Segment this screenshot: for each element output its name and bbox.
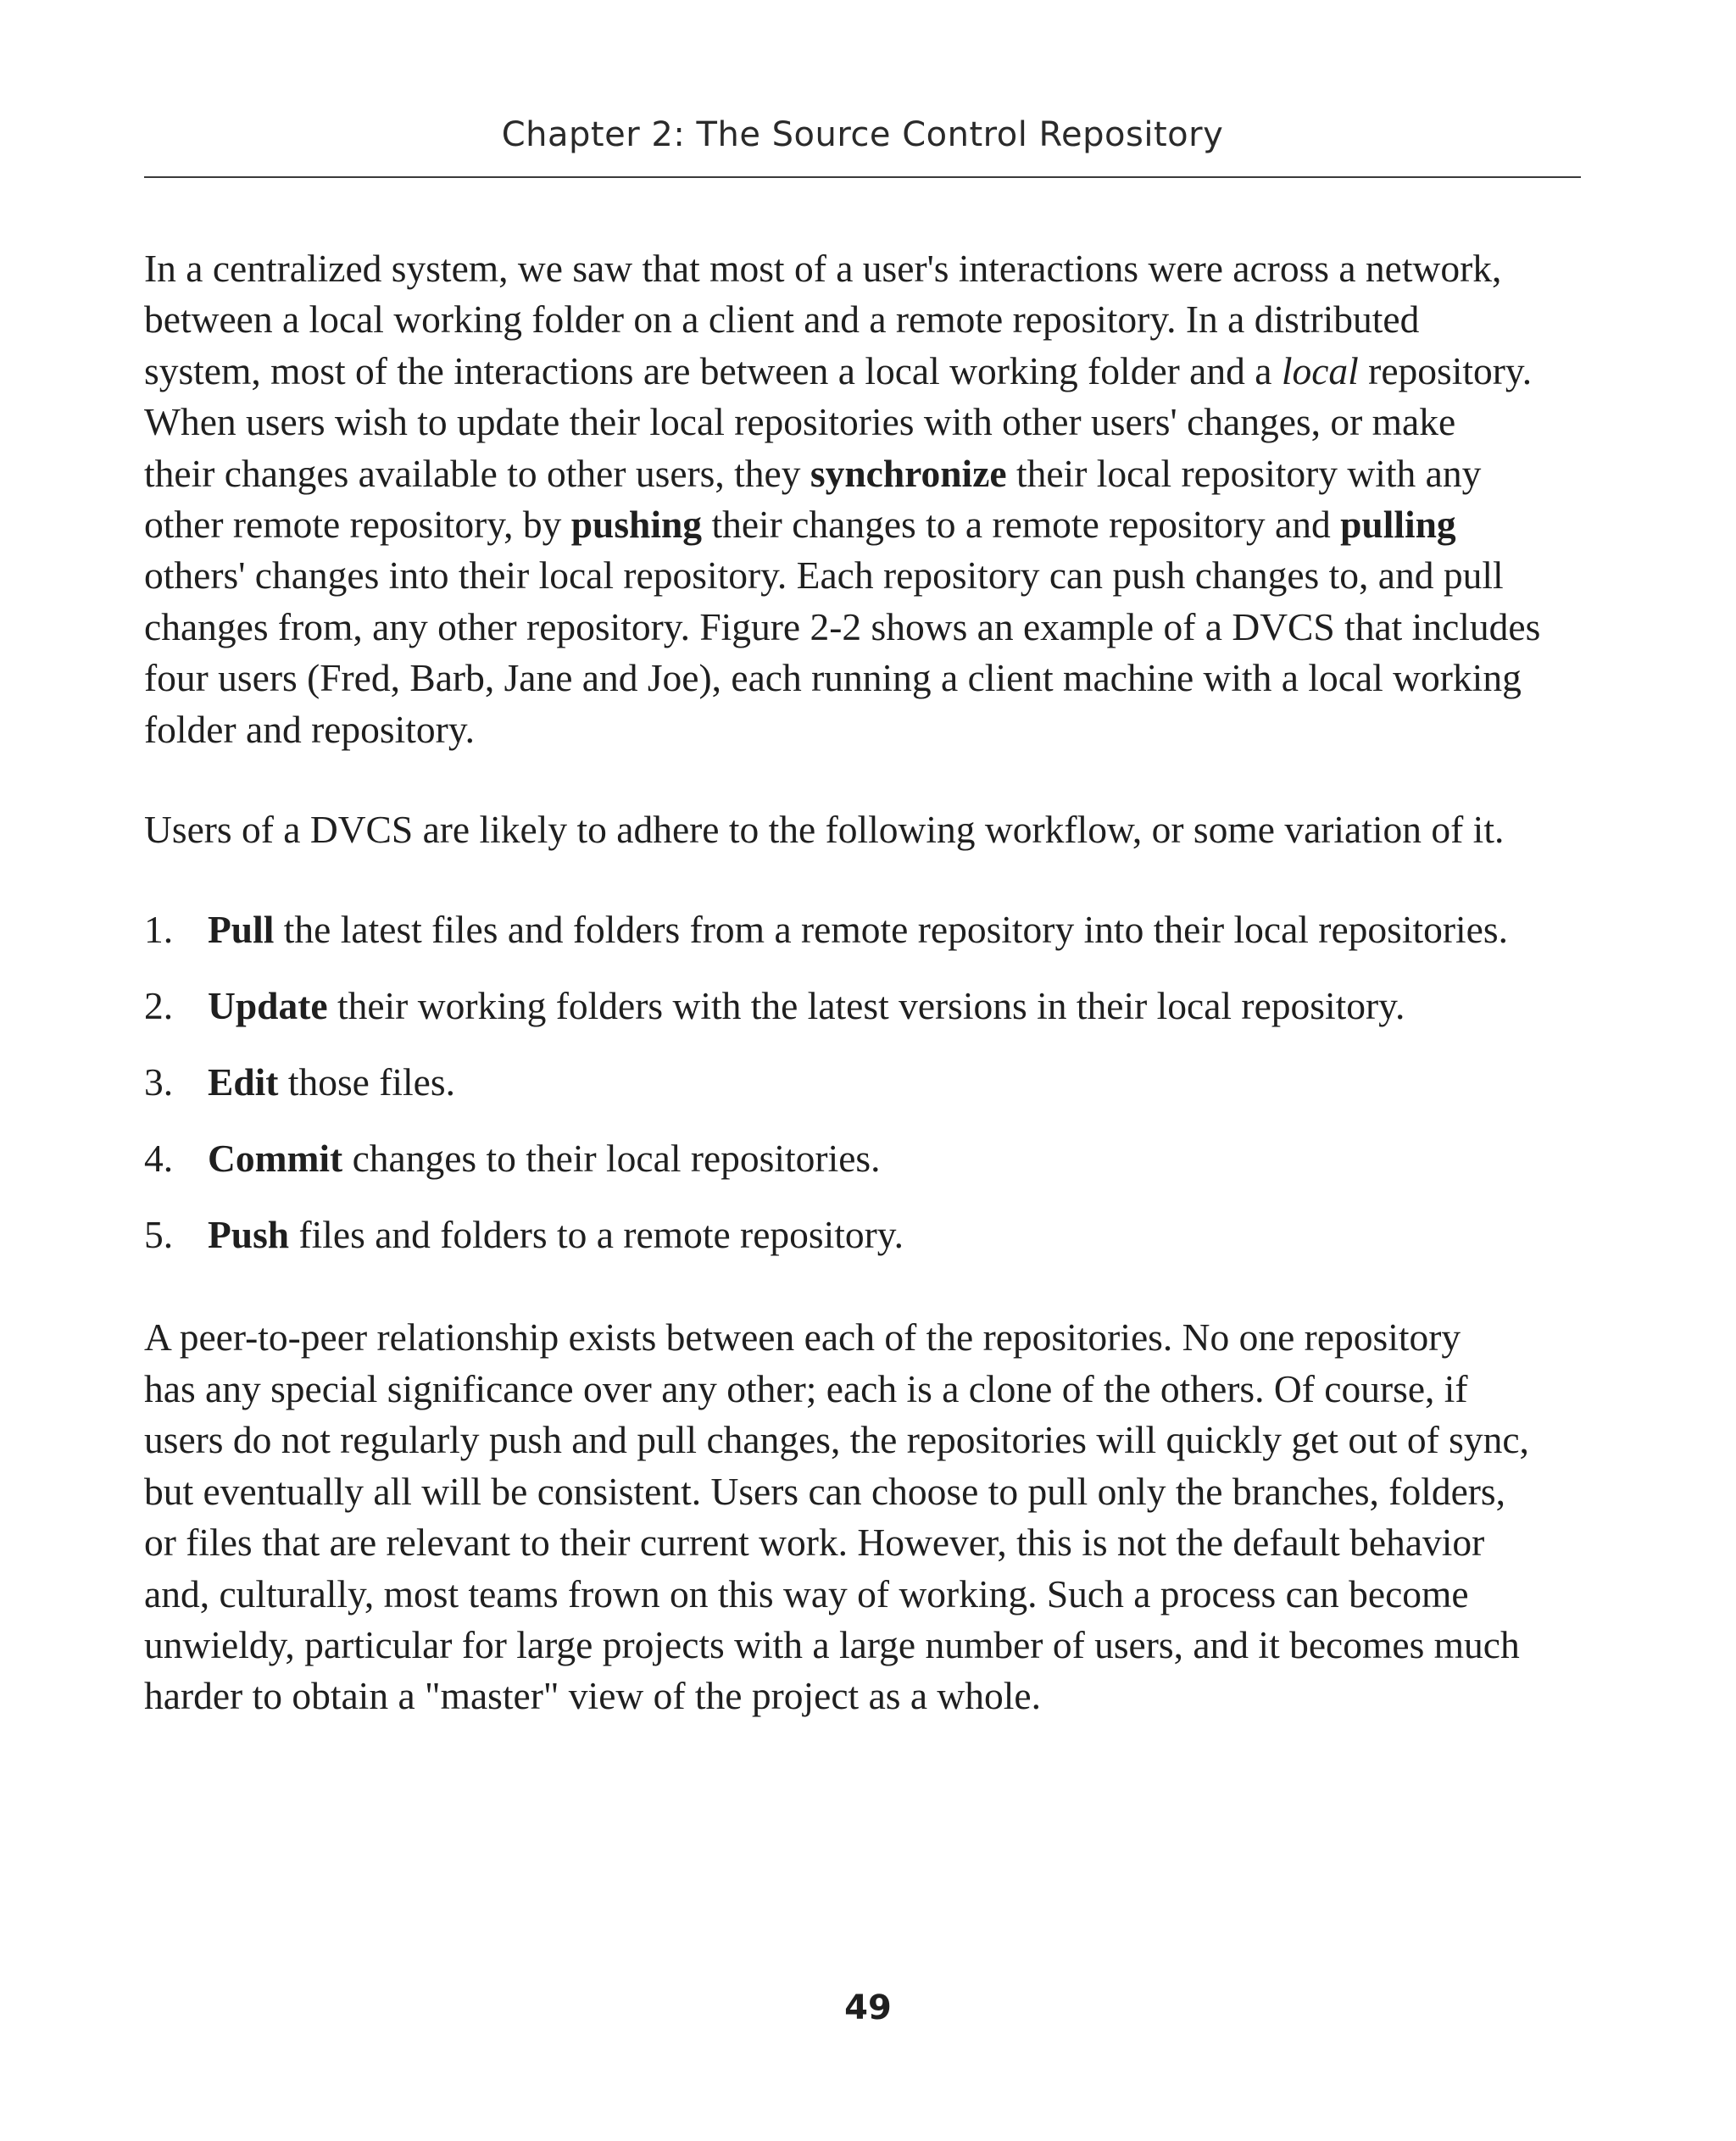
step-text: those files. xyxy=(278,1060,455,1104)
text-line: harder to obtain a "master" view of the project as a whole. xyxy=(144,1674,1041,1718)
text-line xyxy=(144,346,1585,397)
text-run: their local repository with any xyxy=(1006,451,1482,495)
term-synchronize: synchronize xyxy=(810,451,1007,495)
text-run: other remote repository, by xyxy=(144,503,571,547)
text-line: In a centralized system, we saw that most of a user's interactions were across a network, xyxy=(144,247,1502,290)
step-text: their working folders with the latest versions in their local repository. xyxy=(327,984,1405,1028)
list-item xyxy=(144,1133,1585,1210)
text-line: but eventually all will be consistent. Users can choose to pull only the branches, folders, xyxy=(144,1469,1506,1513)
text-run: their changes to a remote repository and xyxy=(702,503,1341,547)
list-item xyxy=(144,1057,1585,1133)
list-item xyxy=(144,904,1585,981)
list-number: 4. xyxy=(144,1137,174,1181)
text-line: unwieldy, particular for large projects with a large number of users, and it becomes much xyxy=(144,1622,1520,1666)
page-number: 49 xyxy=(844,1988,892,2027)
header-rule xyxy=(144,176,1581,178)
text-line xyxy=(144,448,1585,499)
list-item xyxy=(144,981,1585,1057)
step-term: Update xyxy=(208,984,328,1028)
step-term: Pull xyxy=(208,908,275,952)
text-run: system, most of the interactions are between a local working folder and a xyxy=(144,348,1282,392)
list-number: 5. xyxy=(144,1213,174,1257)
text-run: their changes available to other users, they xyxy=(144,451,810,495)
step-text: the latest files and folders from a remote repository into their local repositories. xyxy=(274,908,1508,952)
text-line: four users (Fred, Barb, Jane and Joe), each running a client machine with a local working xyxy=(144,656,1522,700)
term-pulling: pulling xyxy=(1340,503,1456,547)
text-line: has any special significance over any other; each is a clone of the others. Of course, if xyxy=(144,1366,1468,1410)
text-run: repository. xyxy=(1358,348,1533,392)
workflow-steps-list xyxy=(144,904,1585,1286)
running-header: Chapter 2: The Source Control Repository xyxy=(501,115,1224,154)
emphasis-local: local xyxy=(1281,348,1359,392)
paragraph-centralized-vs-distributed xyxy=(144,243,1585,755)
text-line: changes from, any other repository. Figure 2-2 shows an example of a DVCS that includes xyxy=(144,604,1541,648)
text-line: A peer-to-peer relationship exists between each of the repositories. No one repository xyxy=(144,1315,1461,1360)
text-line: others' changes into their local repository. Each repository can push changes to, and pull xyxy=(144,553,1504,598)
text-line: users do not regularly push and pull changes, the repositories will quickly get out of sync, xyxy=(144,1418,1529,1462)
step-term: Edit xyxy=(208,1060,279,1104)
text-line: between a local working folder on a client and a remote repository. In a distributed xyxy=(144,298,1420,342)
paragraph-workflow-intro: Users of a DVCS are likely to adhere to the following workflow, or some variation of it. xyxy=(144,808,1505,852)
body-text xyxy=(144,243,1585,1722)
paragraph-peer-to-peer xyxy=(144,1312,1585,1721)
step-text: changes to their local repositories. xyxy=(342,1137,881,1181)
text-line: or files that are relevant to their current work. However, this is not the default behavior xyxy=(144,1521,1485,1565)
text-line: folder and repository. xyxy=(144,707,475,751)
step-term: Push xyxy=(208,1213,290,1257)
step-text: files and folders to a remote repository. xyxy=(289,1213,904,1257)
text-line: When users wish to update their local repositories with other users' changes, or make xyxy=(144,400,1456,444)
list-number: 3. xyxy=(144,1060,174,1104)
step-term: Commit xyxy=(208,1137,343,1181)
list-number: 1. xyxy=(144,908,174,952)
text-line: and, culturally, most teams frown on this way of working. Such a process can become xyxy=(144,1571,1469,1615)
text-line xyxy=(144,499,1585,550)
term-pushing: pushing xyxy=(570,503,703,547)
list-item xyxy=(144,1210,1585,1286)
list-number: 2. xyxy=(144,984,174,1028)
